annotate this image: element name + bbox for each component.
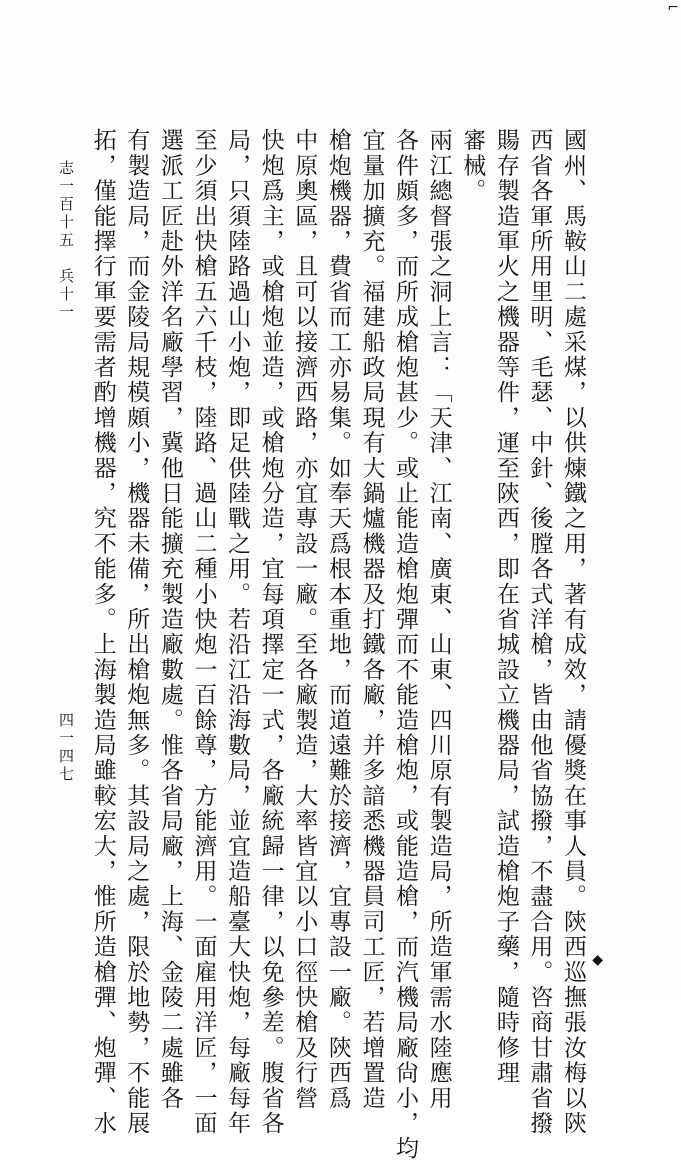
text-column-15: 拓，僅能擇行軍要需者酌增機器，究不能多。上海製造局雖較宏大，惟所造槍彈、炮彈、水	[89, 128, 116, 1136]
corner-mark: ⌐	[667, 0, 679, 16]
text-column-5: 兩江總督張之洞上言：「天津、江南、廣東、山東、四川原有製造局，所造軍需水陸應用	[425, 128, 452, 1111]
text-column-7: 宜量加擴充。福建船政局現有大鍋爐機器及打鐵各廠，并多諳悉機器員司工匠，若增置造	[358, 128, 385, 1111]
page-number: 四一四七	[57, 712, 75, 784]
text-column-1: 國州、馬鞍山二處采煤，以供煉鐵之用，著有成效，請優獎在事人員。陝西巡撫張汝梅以陝	[560, 128, 586, 1136]
text-column-12: 至少須出快槍五六千枝，陸路、過山二種小快炮一百餘尊，方能濟用。一面雇用洋匠，一面	[190, 128, 217, 1136]
text-column-6: 各件頗多，而所成槍炮甚少。或止能造槍炮彈而不能造槍炮，或能造槍，而汽機局廠尙小，均	[392, 128, 419, 1161]
text-column-10: 快炮爲主，或槍炮並造，或槍炮分造，宜每項擇定一式，各廠統歸一律，以免參差。腹省各	[257, 128, 284, 1136]
running-head: 志一百十五 兵十一	[57, 160, 75, 322]
text-column-9: 中原奧區，且可以接濟西路，亦宜專設一廠。至各廠製造，大率皆宜以小口徑快槍及行營	[291, 128, 318, 1111]
text-column-8: 槍炮機器，費省而工亦易集。如奉天爲根本重地，而道遠難於接濟，宜專設一廠。陝西爲	[324, 128, 351, 1111]
body-text	[85, 128, 589, 1161]
text-column-4: 審械。	[459, 128, 486, 204]
text-column-11: 局，只須陸路過山小炮，即足供陸戰之用。若沿江沿海數局，並宜造船臺大快炮，每廠每年	[224, 128, 251, 1136]
text-column-13: 選派工匠赴外洋名廠學習，冀他日能擴充製造廠數處。惟各省局廠，上海、金陵二處雖各	[156, 128, 183, 1111]
text-column-3: 𧶽存製造軍火之機器等件，運至陝西，即在省城設立機器局，試造槍炮子藥，隨時修理	[492, 128, 519, 1086]
ink-mark: ◆	[592, 952, 603, 968]
text-column-2: 西省各軍所用里明、毛瑟、中針、後膛各式洋槍，皆由他省協撥，不盡合用。咨商甘肅省撥	[526, 128, 553, 1136]
text-column-14: 有製造局，而金陵局規模頗小，機器未備，所出槍炮無多。其設局之處，限於地勢，不能展	[123, 128, 150, 1136]
